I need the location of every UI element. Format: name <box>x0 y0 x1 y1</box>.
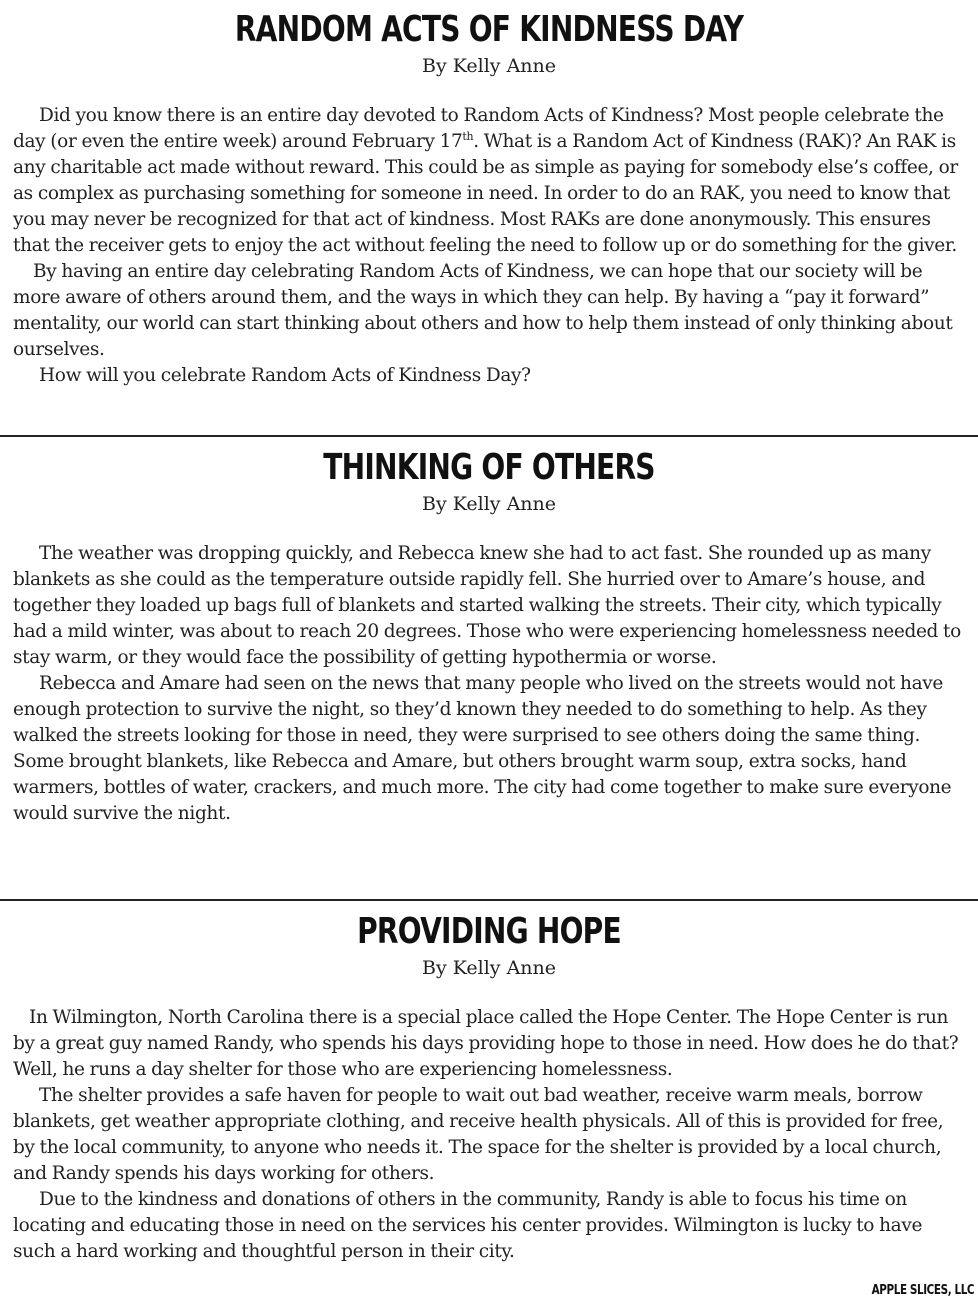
paragraph: By having an entire day celebrating Random Acts of Kindness, we can hope that our society will be more aware of others around them, and the ways in which they can help. By having a “pay it forward” mentality, our world can start thinking about others and how to help them instead of only thinking about ourselves. <box>13 261 953 360</box>
paragraph: Due to the kindness and donations of others in the community, Randy is able to focus his time on locating and educating those in need on the services his center provides. Wilmington is lucky to have such a hard working and thoughtful person in their city. <box>13 1189 923 1262</box>
paragraph: How will you celebrate Random Acts of Kindness Day? <box>39 365 531 386</box>
publisher-credit: APPLE SLICES, LLC <box>871 1283 974 1298</box>
article-body <box>0 103 978 389</box>
article-title: THINKING OF OTHERS <box>323 447 655 488</box>
article-body <box>0 1005 978 1265</box>
paragraph: Did you know there is an entire day devoted to Random Acts of Kindness? Most people celebrate the day (or even the entire week) around February 17th. What is a Random Act of Kindness (RAK)? An RAK is any charitable act made without reward. This could be as simple as paying for somebody else’s coffee, or as complex as purchasing something for someone in need. In order to do an RAK, you need to know that you may never be recognized for that act of kindness. Most RAKs are done anonymously. This ensures that the receiver gets to enjoy the act without feeling the need to follow up or do something for the giver. <box>13 105 958 256</box>
superscript: th <box>462 129 474 143</box>
article-title: PROVIDING HOPE <box>357 911 621 952</box>
paragraph: Rebecca and Amare had seen on the news that many people who lived on the streets would not have enough protection to survive the night, so they’d known they needed to do something to help. As they walked the streets looking for those in need, they were surprised to see others doing the same thing. Some brought blankets, like Rebecca and Amare, but others brought warm soup, extra socks, hand warmers, bottles of water, crackers, and much more. The city had come together to make sure everyone would survive the night. <box>13 673 952 824</box>
article-providing-hope <box>0 912 978 1265</box>
paragraph: In Wilmington, North Carolina there is a special place called the Hope Center. The Hope Center is run by a great guy named Randy, who spends his days providing hope to those in need. How does he do that? Well, he runs a day shelter for those who are experiencing homelessness. <box>13 1007 959 1080</box>
article-random-acts <box>0 10 978 389</box>
section-divider <box>0 899 978 901</box>
article-thinking-of-others <box>0 448 978 827</box>
article-byline: By Kelly Anne <box>421 55 557 77</box>
article-title: RANDOM ACTS OF KINDNESS DAY <box>234 9 744 50</box>
paragraph: The shelter provides a safe haven for people to wait out bad weather, receive warm meals, borrow blankets, get weather appropriate clothing, and receive health physicals. All of this is provided for free, by the local community, to anyone who needs it. The space for the shelter is provided by a local church, and Randy spends his days working for others. <box>13 1085 944 1184</box>
paragraph: The weather was dropping quickly, and Rebecca knew she had to act fast. She rounded up as many blankets as she could as the temperature outside rapidly fell. She hurried over to Amare’s house, and together they loaded up bags full of blankets and started walking the streets. Their city, which typically had a mild winter, was about to reach 20 degrees. Those who were experiencing homelessness needed to stay warm, or they would face the possibility of getting hypothermia or worse. <box>13 543 961 668</box>
article-body <box>0 541 978 827</box>
article-byline: By Kelly Anne <box>421 493 557 515</box>
section-divider <box>0 435 978 437</box>
article-byline: By Kelly Anne <box>421 957 557 979</box>
